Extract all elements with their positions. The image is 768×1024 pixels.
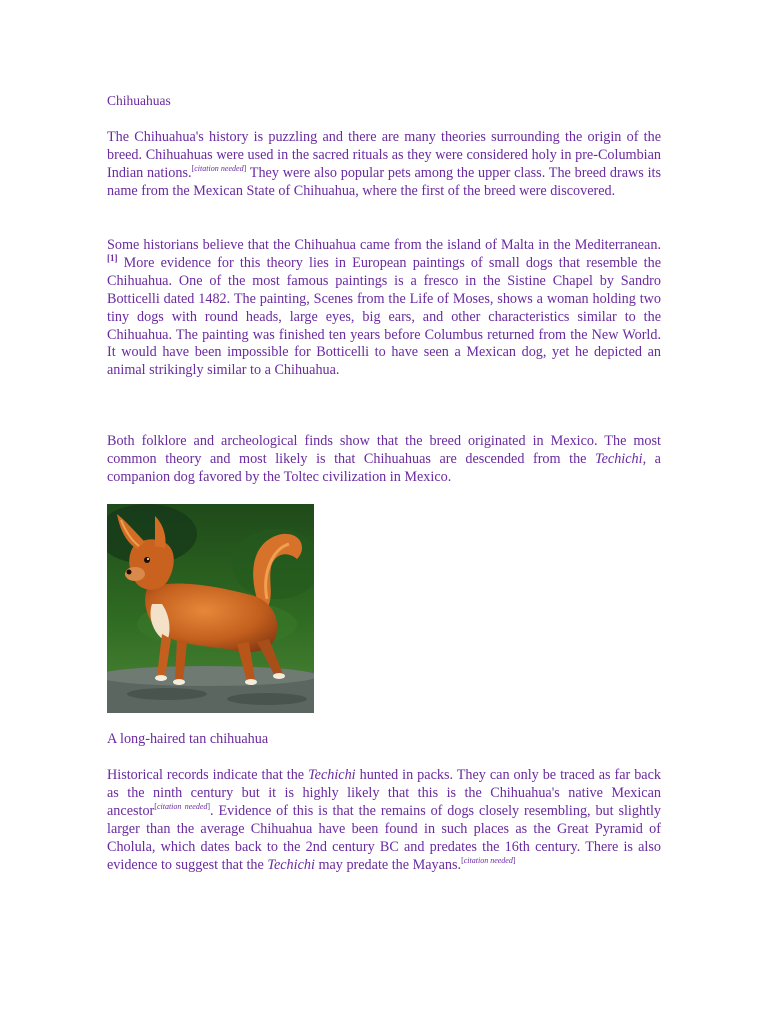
citation-needed-link[interactable]: [citation needed] [191, 163, 247, 173]
paragraph-text: , a companion dog favored by the Toltec civilization in Mexico. [107, 450, 661, 485]
paragraph-text: Both folklore and archeological finds show that the breed originated in Mexico. The most common theory and most likely is that Chihuahuas are descended from the [107, 433, 661, 467]
paragraph-malta-theory [107, 237, 661, 380]
paragraph-historical-records [107, 767, 661, 874]
paragraph-mexico-origin [107, 433, 661, 487]
paragraph-text: The Chihuahua's history is puzzling and there are many theories surrounding the origin of the breed. Chihuahuas were used in the sacred rituals as they were considered holy in pre-Columbian Indian nations. [107, 129, 661, 181]
term-techichi: Techichi [595, 450, 643, 467]
term-techichi: Techichi [267, 856, 315, 873]
paragraph-text: More evidence for this theory lies in European paintings of small dogs that resemble the Chihuahua. One of the most famous paintings is a fresco in the Sistine Chapel by Sandro Botticelli dated 1482. The painting, Scenes from the Life of Moses, shows a woman holding two tiny dogs with round heads, large eyes, big ears, and other characteristics similar to the Chihuahua. The painting was finished ten years before Columbus returned from the New World. It would have been impossible for Botticelli to have seen a Mexican dog, yet he depicted an animal strikingly similar to a Chihuahua. [107, 254, 661, 379]
image-caption: A long-haired tan chihuahua [107, 731, 269, 747]
paragraph-text: They were also popular pets among the upper class. The breed draws its name from the Mexican State of Chihuahua, where the first of the breed were discovered. [107, 164, 662, 199]
reference-link[interactable]: [1] [107, 252, 118, 263]
document-heading: Chihuahuas [107, 93, 171, 108]
term-techichi: Techichi [308, 767, 356, 783]
citation-needed-text: citation needed [463, 855, 513, 865]
paragraph-text: Some historians believe that the Chihuahua came from the island of Malta in the Mediterranean. [107, 237, 661, 253]
citation-needed-link[interactable]: [citation needed] [461, 855, 516, 865]
citation-needed-text: citation needed [156, 801, 208, 811]
paragraph-history [107, 129, 661, 201]
citation-needed-link[interactable]: [citation needed] [154, 801, 211, 811]
paragraph-text: . Evidence of this is that the remains of dogs closely resembling, but slightly larger than the average Chihuahua have been found in such places as the Great Pyramid of Cholula, which dates back to the 2nd century BC and predates the 16th century. There is also evidence to suggest that the [107, 802, 662, 873]
paragraph-text: may predate the Mayans. [314, 856, 462, 873]
chihuahua-photo [107, 504, 314, 713]
citation-needed-text: citation needed [194, 163, 244, 173]
paragraph-text: Historical records indicate that the [107, 767, 309, 783]
paragraph-text: hunted in packs. They can only be traced as far back as the ninth century but it is highly likely that this is the Chihuahua's native Mexican ancestor [107, 767, 661, 819]
